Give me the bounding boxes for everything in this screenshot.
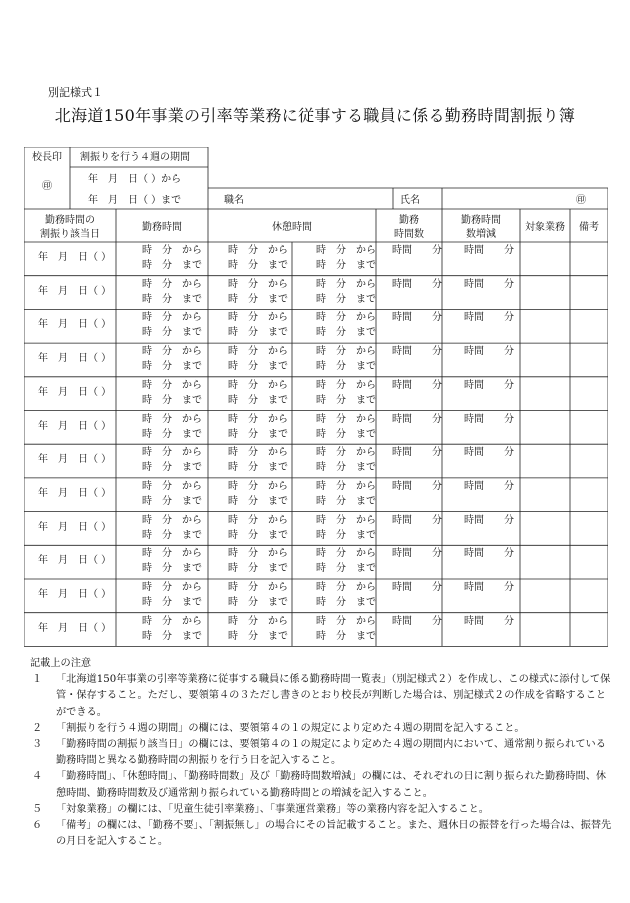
row-date: 年 月 日（ ） (38, 487, 112, 499)
work-to: 時 分 まで (142, 630, 202, 642)
break2-to: 時 分 まで (316, 597, 376, 608)
break2-to: 時 分 まで (316, 462, 376, 474)
row-date: 年 月 日（ ） (38, 622, 112, 634)
col-work-hours: 勤務時間 (142, 222, 182, 233)
break1-from: 時 分 から (228, 312, 288, 324)
col-break-time: 休憩時間 (272, 222, 312, 233)
principal-seal-label: 校長印 (32, 152, 62, 163)
break1-to: 時 分 まで (228, 260, 288, 271)
hour-delta: 時間 分 (464, 278, 514, 290)
notes-heading: 記載上の注意 (30, 658, 92, 669)
break1-from: 時 分 から (228, 346, 288, 358)
col-date-line2: 割振り該当日 (40, 229, 100, 240)
work-to: 時 分 まで (142, 563, 202, 575)
page-title: 北海道150年事業の引率等業務に従事する職員に係る勤務時間割振り簿 (54, 106, 576, 125)
work-hour-count: 時間 分 (392, 548, 442, 560)
work-hour-count: 時間 分 (392, 615, 442, 627)
period-label: 割振りを行う４週の期間 (80, 152, 190, 163)
name-seal-icon: ㊞ (576, 195, 586, 206)
note-text: 「備考」の欄には、「勤務不要」、「割振無し」の場合にその旨記載すること。また、週休日の振替を行った場合は、振替先の月日を記入すること。 (56, 820, 612, 848)
break2-from: 時 分 から (316, 615, 376, 627)
note-text: 「勤務時間」、「休憩時間」、「勤務時間数」及び「勤務時間数増減」の欄には、それぞれの日に割り振られた勤務時間、休憩時間、勤務時間数及び通常割り振られている勤務時間との増減を記入すること。 (56, 771, 607, 799)
work-from: 時 分 から (142, 447, 202, 459)
position-label: 職名 (224, 195, 244, 206)
hour-delta: 時間 分 (464, 245, 514, 256)
break2-to: 時 分 まで (316, 260, 376, 271)
break1-from: 時 分 から (228, 413, 288, 425)
note-item (30, 802, 616, 818)
hour-delta: 時間 分 (464, 447, 514, 459)
break1-to: 時 分 まで (228, 394, 288, 406)
break2-to: 時 分 まで (316, 495, 376, 507)
row-date: 年 月 日（ ） (38, 353, 112, 365)
break2-to: 時 分 まで (316, 394, 376, 406)
row-date: 年 月 日（ ） (38, 285, 112, 297)
break1-from: 時 分 から (228, 278, 288, 290)
hour-delta: 時間 分 (464, 312, 514, 324)
work-hour-count: 時間 分 (392, 245, 442, 256)
break1-from: 時 分 から (228, 480, 288, 492)
work-hour-count: 時間 分 (392, 413, 442, 425)
row-date: 年 月 日（ ） (38, 521, 112, 533)
col-target-work: 対象業務 (525, 222, 565, 233)
work-to: 時 分 まで (142, 529, 202, 541)
work-to: 時 分 まで (142, 260, 202, 271)
break2-from: 時 分 から (316, 514, 376, 526)
note-text: 「割振りを行う４週の期間」の欄には、要領第４の１の規定により定めた４週の期間を記入すること。 (56, 722, 525, 734)
break1-from: 時 分 から (228, 379, 288, 391)
note-number: ６ (32, 820, 43, 832)
note-item (30, 769, 616, 801)
break2-to: 時 分 まで (316, 361, 376, 373)
work-to: 時 分 まで (142, 361, 202, 373)
note-item (30, 672, 616, 721)
note-number: ４ (32, 771, 43, 783)
break1-from: 時 分 から (228, 615, 288, 627)
col-remarks: 備考 (579, 222, 599, 233)
note-item (30, 721, 616, 737)
hour-delta: 時間 分 (464, 379, 514, 391)
work-to: 時 分 まで (142, 597, 202, 608)
break2-from: 時 分 から (316, 379, 376, 391)
break2-from: 時 分 から (316, 245, 376, 256)
row-date: 年 月 日（ ） (38, 252, 112, 263)
work-from: 時 分 から (142, 245, 202, 256)
row-date: 年 月 日（ ） (38, 319, 112, 331)
work-hour-count: 時間 分 (392, 278, 442, 290)
work-hour-count: 時間 分 (392, 447, 442, 459)
work-to: 時 分 まで (142, 462, 202, 474)
break2-to: 時 分 まで (316, 428, 376, 440)
work-hour-count: 時間 分 (392, 312, 442, 324)
work-to: 時 分 まで (142, 394, 202, 406)
break2-from: 時 分 から (316, 548, 376, 560)
period-from: 年 月 日（ ）から (88, 174, 182, 185)
work-from: 時 分 から (142, 548, 202, 560)
note-number: ３ (32, 739, 43, 751)
break2-from: 時 分 から (316, 582, 376, 593)
note-item (30, 737, 616, 769)
hour-delta: 時間 分 (464, 514, 514, 526)
form-number: 別記様式１ (48, 86, 103, 99)
work-hour-count: 時間 分 (392, 514, 442, 526)
break1-to: 時 分 まで (228, 529, 288, 541)
break2-from: 時 分 から (316, 278, 376, 290)
break2-from: 時 分 から (316, 413, 376, 425)
note-text: 「対象業務」の欄には、「児童生徒引率業務」、「事業運営業務」等の業務内容を記入すること。 (56, 803, 489, 815)
work-from: 時 分 から (142, 514, 202, 526)
work-from: 時 分 から (142, 615, 202, 627)
schedule-table (24, 147, 608, 651)
work-from: 時 分 から (142, 480, 202, 492)
row-date: 年 月 日（ ） (38, 555, 112, 567)
break2-to: 時 分 まで (316, 630, 376, 642)
work-to: 時 分 まで (142, 428, 202, 440)
note-number: ２ (32, 722, 43, 734)
hour-delta: 時間 分 (464, 480, 514, 492)
break1-to: 時 分 まで (228, 630, 288, 642)
col-delta-line1: 勤務時間 (461, 215, 501, 226)
work-hour-count: 時間 分 (392, 379, 442, 391)
break1-from: 時 分 から (228, 514, 288, 526)
work-from: 時 分 から (142, 278, 202, 290)
break2-to: 時 分 まで (316, 327, 376, 339)
row-date: 年 月 日（ ） (38, 454, 112, 466)
work-from: 時 分 から (142, 312, 202, 324)
break1-from: 時 分 から (228, 582, 288, 593)
break2-from: 時 分 から (316, 480, 376, 492)
hour-delta: 時間 分 (464, 615, 514, 627)
break1-from: 時 分 から (228, 447, 288, 459)
work-from: 時 分 から (142, 413, 202, 425)
break2-to: 時 分 まで (316, 529, 376, 541)
note-number: ５ (32, 803, 43, 815)
col-delta-line2: 数増減 (466, 229, 496, 240)
hour-delta: 時間 分 (464, 582, 514, 593)
work-from: 時 分 から (142, 379, 202, 391)
break2-to: 時 分 まで (316, 293, 376, 305)
row-date: 年 月 日（ ） (38, 386, 112, 398)
work-to: 時 分 まで (142, 327, 202, 339)
break1-to: 時 分 まで (228, 563, 288, 575)
note-text: 「北海道150年事業の引率等業務に従事する職員に係る勤務時間一覧表」（別記様式２）を作成し、この様式に添付して保管・保存すること。ただし、要領第４の３ただし書きのとおり校長が判断した場合は、別記様式２の作成を省略することができる。 (56, 674, 611, 718)
hour-delta: 時間 分 (464, 413, 514, 425)
break1-to: 時 分 まで (228, 597, 288, 608)
break2-from: 時 分 から (316, 346, 376, 358)
row-date: 年 月 日（ ） (38, 589, 112, 600)
col-hours-line1: 勤務 (399, 215, 419, 226)
note-item (30, 818, 616, 850)
break1-to: 時 分 まで (228, 327, 288, 339)
work-hour-count: 時間 分 (392, 346, 442, 358)
period-to: 年 月 日（ ）まで (88, 195, 182, 206)
name-label: 氏名 (400, 195, 420, 206)
break1-from: 時 分 から (228, 245, 288, 256)
note-text: 「勤務時間の割振り該当日」の欄には、要領第４の１の規定により定めた４週の期間内において、通常割り振られている勤務時間と異なる勤務時間の割振りを行う日を記入すること。 (56, 739, 606, 767)
work-from: 時 分 から (142, 582, 202, 593)
notes-list (30, 672, 616, 850)
seal-mark-icon: ㊞ (42, 181, 52, 192)
row-date: 年 月 日（ ） (38, 420, 112, 432)
notes-section (30, 656, 616, 850)
break1-to: 時 分 まで (228, 495, 288, 507)
hour-delta: 時間 分 (464, 346, 514, 358)
break2-from: 時 分 から (316, 447, 376, 459)
col-date-line1: 勤務時間の (45, 215, 95, 226)
break2-to: 時 分 まで (316, 563, 376, 575)
break1-to: 時 分 まで (228, 428, 288, 440)
work-from: 時 分 から (142, 346, 202, 358)
work-hour-count: 時間 分 (392, 480, 442, 492)
break1-to: 時 分 まで (228, 361, 288, 373)
break1-from: 時 分 から (228, 548, 288, 560)
break1-to: 時 分 まで (228, 462, 288, 474)
work-to: 時 分 まで (142, 495, 202, 507)
col-hours-line2: 時間数 (394, 229, 424, 240)
work-hour-count: 時間 分 (392, 582, 442, 593)
hour-delta: 時間 分 (464, 548, 514, 560)
break1-to: 時 分 まで (228, 293, 288, 305)
work-to: 時 分 まで (142, 293, 202, 305)
break2-from: 時 分 から (316, 312, 376, 324)
note-number: １ (32, 674, 43, 686)
